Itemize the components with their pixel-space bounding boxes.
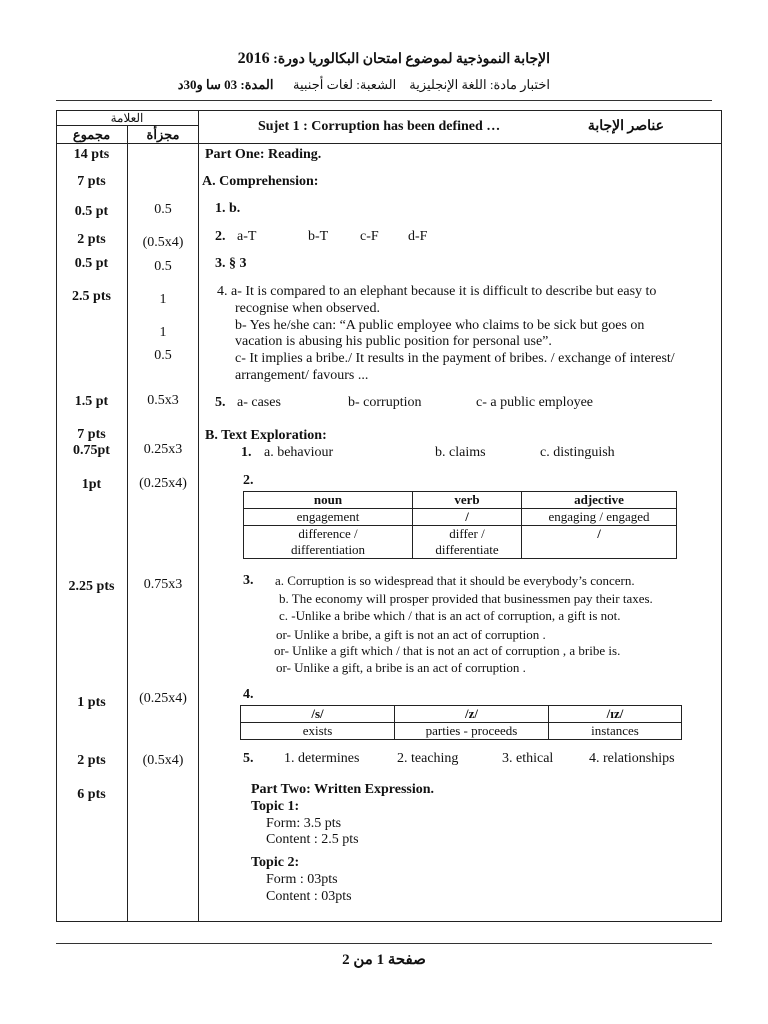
partial-5: 0.5: [154, 348, 172, 363]
word-table-header-adjective: adjective: [522, 492, 677, 509]
partial-3: 1: [159, 292, 167, 307]
column-divider-2: [198, 110, 199, 921]
total-13: 6 pts: [77, 787, 106, 802]
total-9: 1pt: [81, 477, 102, 492]
te1-b: b. claims: [435, 445, 486, 460]
answer-q5-a: a- cases: [237, 395, 281, 410]
topic-2-heading: Topic 2:: [251, 855, 300, 870]
word-table-line: difference /: [298, 526, 358, 541]
word-table-header-noun: noun: [244, 492, 413, 509]
answer-q4-c-cont: arrangement/ favours ...: [235, 368, 369, 383]
word-table-line: differentiate: [435, 542, 499, 557]
te3-a: a. Corruption is so widespread that it should be everybody’s concern.: [275, 573, 635, 588]
mark-label: العلامة: [110, 111, 144, 125]
partial-8: (0.25x4): [139, 476, 187, 491]
footer-rule: [56, 943, 712, 944]
sujet-title: Sujet 1 : Corruption has been defined …: [258, 119, 501, 134]
word-table-header-verb: verb: [413, 492, 522, 509]
page-number: صفحة 1 من 2: [342, 952, 426, 968]
answer-q4-a: 4. a- It is compared to an elephant because it is difficult to describe but easy to: [217, 284, 657, 299]
answer-q4-c: c- It implies a bribe./ It results in the payment of bribes. / exchange of interest/: [235, 351, 675, 366]
text-exploration-heading: B. Text Exploration:: [205, 428, 327, 443]
total-12: 2 pts: [77, 753, 106, 768]
total-4: 0.5 pt: [74, 256, 109, 271]
answer-q2-d: d-F: [408, 229, 428, 244]
partial-4: 1: [159, 325, 167, 340]
partial-2: 0.5: [154, 259, 172, 274]
total-label: مجموع: [72, 127, 111, 142]
te5-number: 5.: [243, 751, 254, 766]
answer-q3: 3. § 3: [215, 256, 247, 271]
topic-2-form: Form : 03pts: [266, 872, 338, 887]
total-6: 1.5 pt: [74, 394, 109, 409]
word-table-line: differentiation: [290, 542, 366, 557]
header-rule: [56, 100, 712, 101]
header-line-1: [237, 50, 550, 68]
topic-1-form: Form: 3.5 pts: [266, 816, 342, 831]
te5-item-1: 1. determines: [284, 751, 360, 766]
total-7: 7 pts: [77, 427, 106, 442]
te5-item-4: 4. relationships: [589, 751, 675, 766]
table-bottom-border: [56, 921, 722, 922]
header-title: الإجابة النموذجية لموضوع امتحان البكالوريا دورة:: [273, 52, 550, 67]
te1-number: 1.: [241, 445, 252, 460]
te1-a: a. behaviour: [264, 445, 334, 460]
te1-c: c. distinguish: [540, 445, 615, 460]
answer-q5-c: c- a public employee: [476, 395, 594, 410]
header-subject: اختبار مادة: اللغة الإنجليزية: [409, 77, 550, 92]
sounds-table-cell: instances: [549, 723, 682, 740]
te3-b: b. The economy will prosper provided that businessmen pay their taxes.: [279, 591, 653, 606]
word-table-cell: engagement: [244, 509, 413, 526]
total-0: 14 pts: [73, 147, 110, 162]
word-table-cell: /: [413, 509, 522, 526]
partial-0: 0.5: [154, 202, 172, 217]
part-two-heading: Part Two: Written Expression.: [251, 782, 435, 797]
te4-number: 4.: [243, 687, 254, 702]
word-table-line: differ /: [449, 526, 485, 541]
te3-or-3: or- Unlike a gift, a bribe is an act of corruption .: [276, 660, 526, 675]
partial-7: 0.25x3: [143, 442, 183, 457]
word-table-cell: [244, 526, 413, 559]
te2-number: 2.: [243, 473, 254, 488]
header-stream: الشعبة: لغات أجنبية: [292, 77, 397, 92]
answer-q4-b: b- Yes he/she can: “A public employee who claims to be sick but goes on: [235, 318, 645, 333]
answer-q2-a: a-T: [237, 229, 257, 244]
partial-label: مجزأة: [146, 127, 180, 142]
sounds-table-header: /s/: [241, 706, 395, 723]
partial-6: 0.5x3: [147, 393, 179, 408]
partial-11: (0.5x4): [142, 753, 184, 768]
answer-q2-b: b-T: [308, 229, 329, 244]
header-bottom-border: [56, 143, 722, 144]
total-8: 0.75pt: [73, 443, 110, 458]
answer-q5-b: b- corruption: [348, 395, 422, 410]
header-year: 2016: [237, 50, 270, 67]
answer-q4-a-cont: recognise when observed.: [235, 301, 381, 316]
header-line-2: [177, 77, 550, 93]
word-table-cell: [522, 526, 677, 559]
total-3: 2 pts: [77, 232, 106, 247]
te3-c: c. -Unlike a bribe which / that is an act of corruption, a gift is not.: [279, 608, 621, 623]
total-10: 2.25 pts: [68, 579, 115, 594]
answer-q2-c: c-F: [360, 229, 379, 244]
sounds-table-header: /z/: [395, 706, 549, 723]
answer-q5-number: 5.: [215, 395, 226, 410]
word-table-cell: [413, 526, 522, 559]
comprehension-heading: A. Comprehension:: [202, 174, 319, 189]
topic-1-content: Content : 2.5 pts: [266, 832, 359, 847]
elements-label: عناصر الإجابة: [587, 119, 664, 134]
partial-1: (0.5x4): [142, 235, 184, 250]
total-2: 0.5 pt: [74, 204, 109, 219]
part-one-heading: Part One: Reading.: [205, 147, 322, 162]
te3-or-2: or- Unlike a gift which / that is not an act of corruption , a bribe is.: [274, 643, 621, 658]
te5-item-2: 2. teaching: [397, 751, 459, 766]
partial-10: (0.25x4): [139, 691, 187, 706]
word-formation-table: [243, 491, 677, 559]
topic-1-heading: Topic 1:: [251, 799, 300, 814]
word-table-line: /: [597, 526, 601, 541]
total-11: 1 pts: [77, 695, 106, 710]
partial-9: 0.75x3: [143, 577, 183, 592]
sounds-table: [240, 705, 682, 740]
te3-number: 3.: [243, 573, 254, 588]
answer-q4-b-cont: vacation is abusing his public position for personal use”.: [235, 334, 552, 349]
total-1: 7 pts: [77, 174, 106, 189]
total-5: 2.5 pts: [72, 289, 111, 304]
topic-2-content: Content : 03pts: [266, 889, 352, 904]
answer-q1: 1. b.: [215, 201, 241, 216]
sounds-table-cell: exists: [241, 723, 395, 740]
word-table-cell: engaging / engaged: [522, 509, 677, 526]
sounds-table-cell: parties - proceeds: [395, 723, 549, 740]
answer-q2-number: 2.: [215, 229, 226, 244]
table-right-border: [721, 110, 722, 921]
te3-or-1: or- Unlike a bribe, a gift is not an act of corruption .: [276, 627, 546, 642]
header-duration: المدة: 03 سا و30د: [177, 77, 274, 92]
te5-item-3: 3. ethical: [502, 751, 554, 766]
sounds-table-header: /ɪz/: [549, 706, 682, 723]
